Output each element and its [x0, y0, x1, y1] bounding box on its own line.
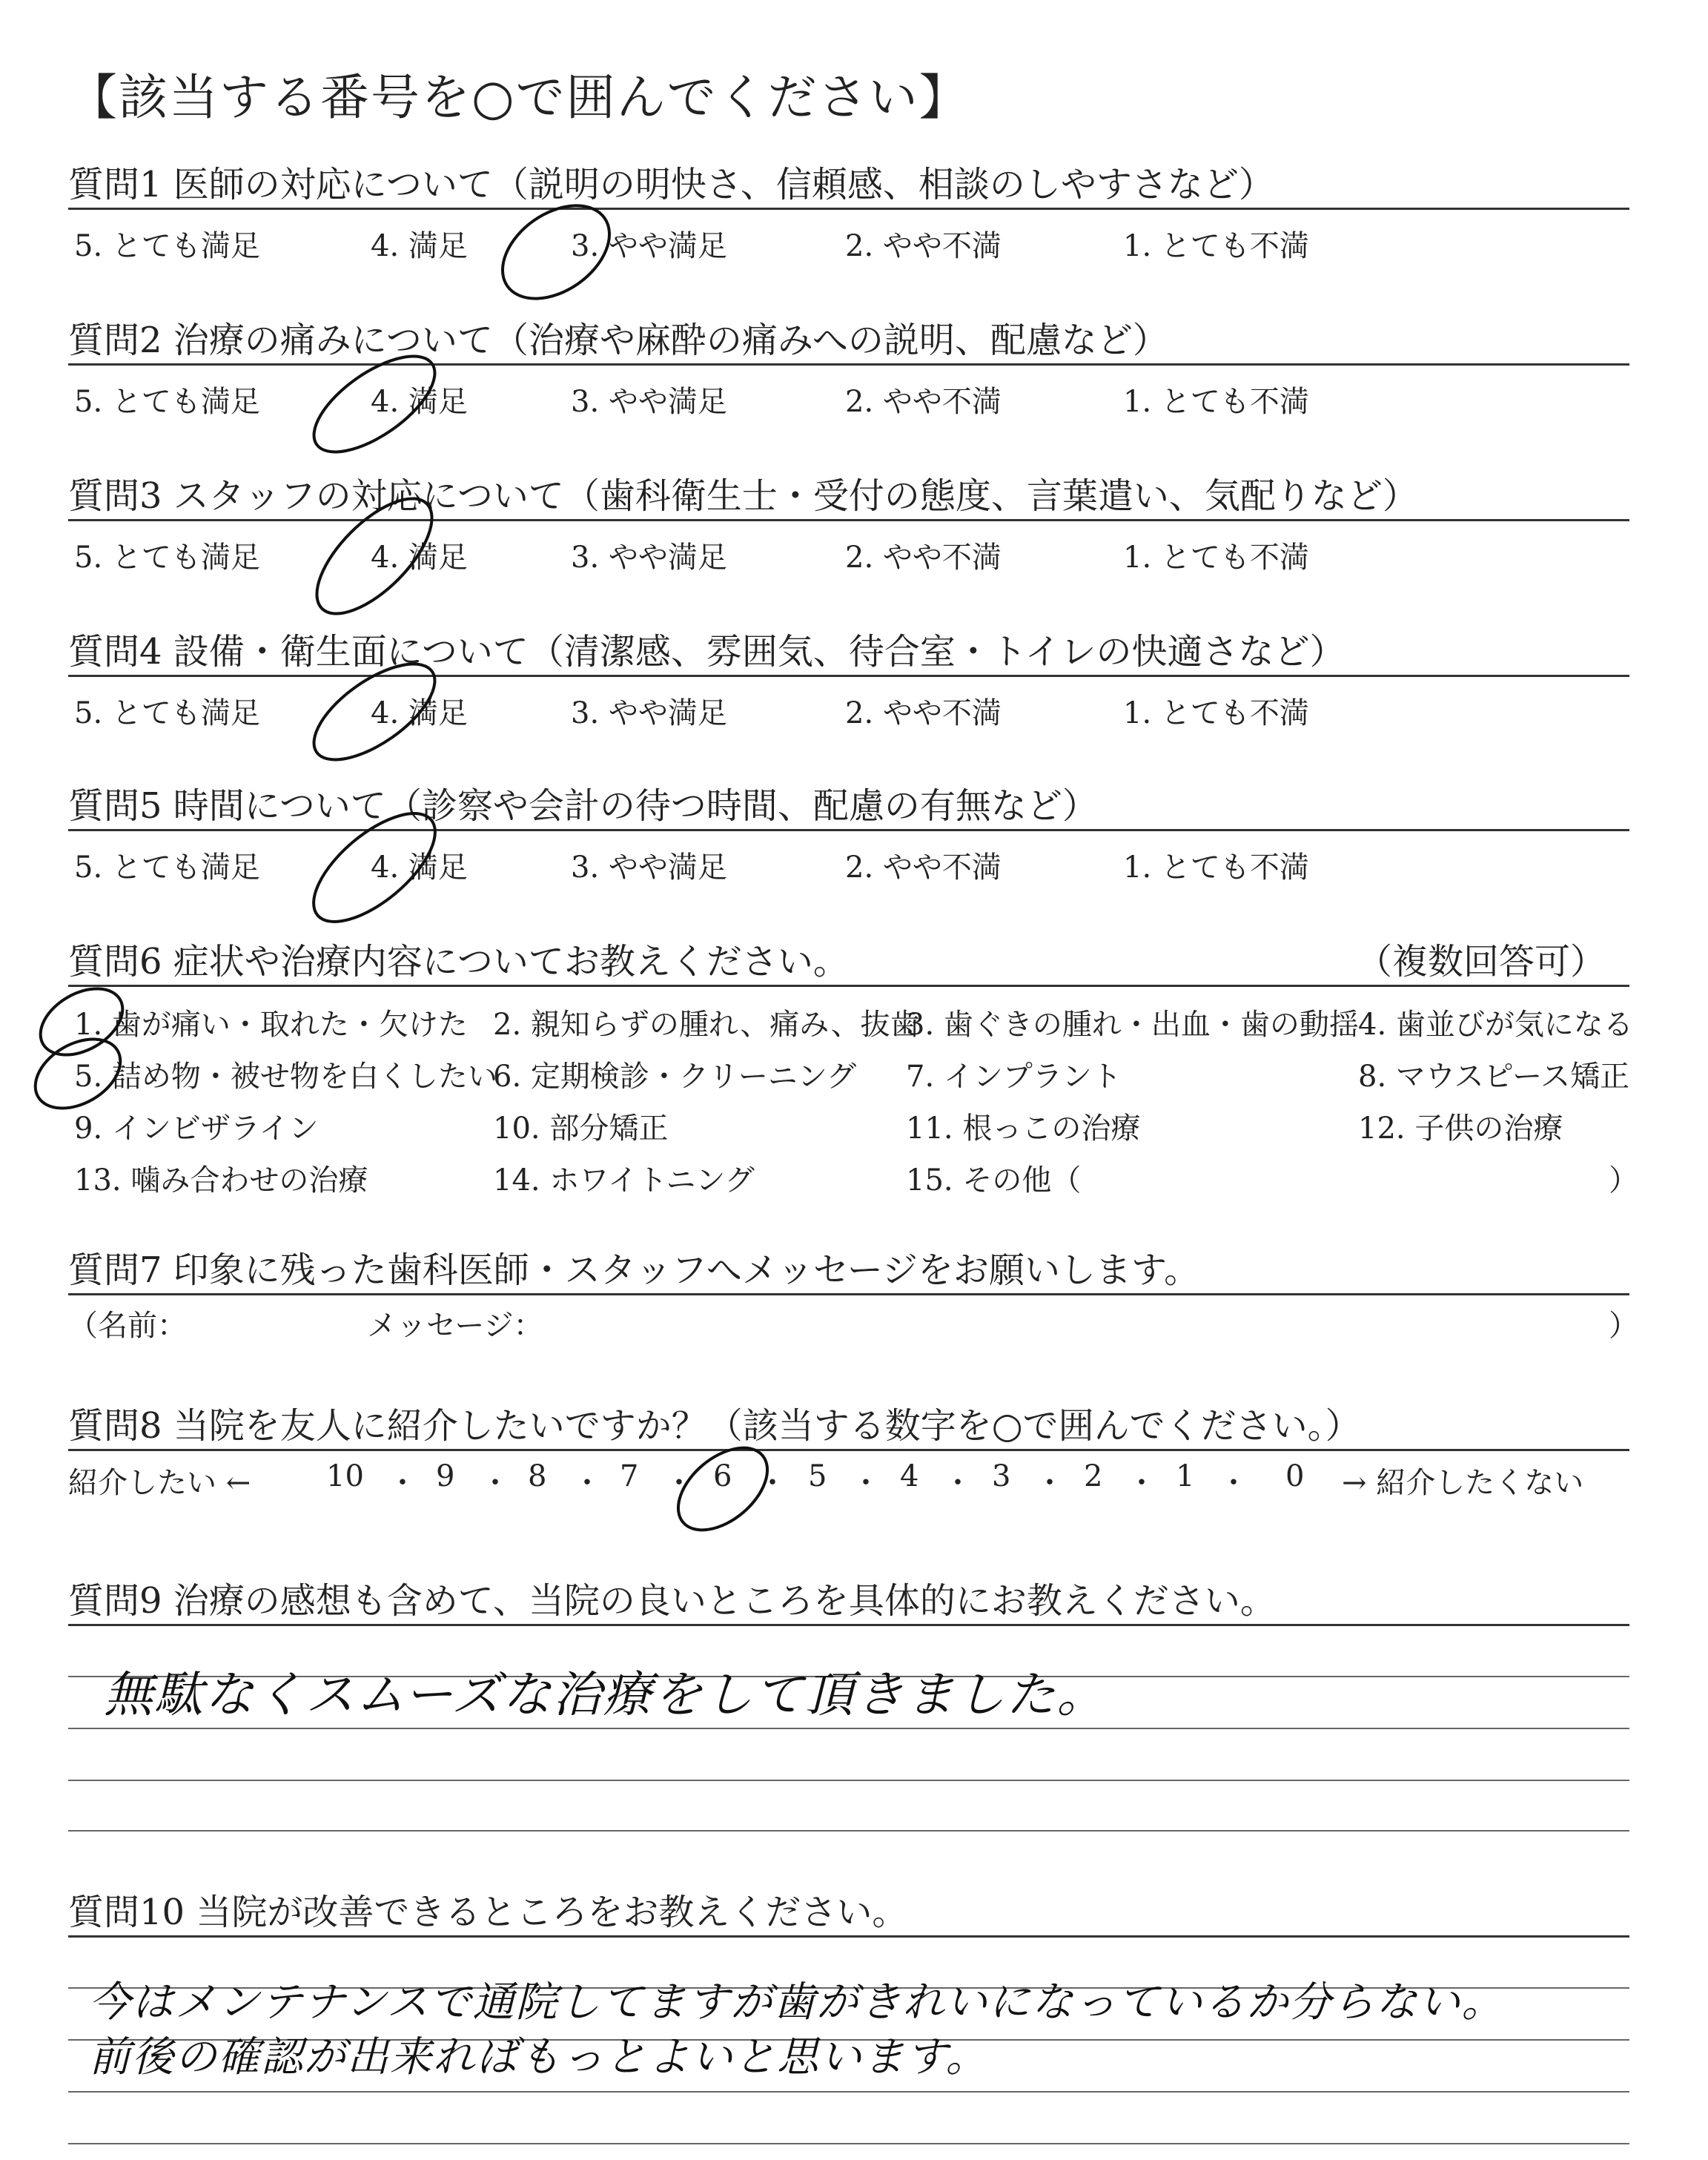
q8-left-label: 紹介したい ←	[68, 1466, 251, 1500]
q3-option-5[interactable]: 5. とても満足	[74, 541, 260, 575]
q6-item-5[interactable]: 5. 詰め物・被せ物を白くしたい	[74, 1060, 497, 1094]
question-3-label: 質問3 スタッフの対応について（歯科衛生士・受付の態度、言葉遣い、気配りなど）	[68, 475, 1418, 517]
q8-score-9[interactable]: 9	[436, 1459, 455, 1493]
question-1-rule	[68, 208, 1629, 210]
question-4-label: 質問4 設備・衛生面について（清潔感、雰囲気、待合室・トイレの快適さなど）	[68, 631, 1345, 673]
q3-option-4[interactable]: 4. 満足	[371, 541, 468, 575]
q2-option-4[interactable]: 4. 満足	[371, 385, 468, 419]
q4-option-4[interactable]: 4. 満足	[371, 696, 468, 730]
q8-score-6[interactable]: 6	[713, 1459, 732, 1493]
q8-score-10[interactable]: 10	[326, 1459, 364, 1493]
question-2-rule	[68, 363, 1629, 366]
question-2-label: 質問2 治療の痛みについて（治療や麻酔の痛みへの説明、配慮など）	[68, 320, 1168, 361]
question-1-label: 質問1 医師の対応について（説明の明快さ、信頼感、相談のしやすさなど）	[68, 164, 1274, 205]
q2-option-5[interactable]: 5. とても満足	[74, 385, 260, 419]
q8-score-1[interactable]: 1	[1176, 1459, 1195, 1493]
q6-item-4[interactable]: 4. 歯並びが気になる	[1358, 1008, 1633, 1042]
q3-option-1[interactable]: 1. とても不満	[1123, 541, 1309, 575]
q4-option-2[interactable]: 2. やや不満	[845, 696, 1002, 730]
q6-item-12[interactable]: 12. 子供の治療	[1358, 1112, 1563, 1146]
q6-item-7[interactable]: 7. インプラント	[906, 1060, 1122, 1094]
q8-dot: ・	[943, 1466, 973, 1500]
question-3-rule	[68, 519, 1629, 521]
q9-line-4	[68, 1780, 1629, 1781]
q1-option-3[interactable]: 3. やや満足	[571, 229, 727, 263]
question-5-rule	[68, 829, 1629, 831]
q4-option-5[interactable]: 5. とても満足	[74, 696, 260, 730]
q8-right-label: → 紹介したくない	[1342, 1466, 1584, 1500]
q5-option-3[interactable]: 3. やや満足	[571, 851, 727, 885]
q6-item-2[interactable]: 2. 親知らずの腫れ、痛み、抜歯	[493, 1008, 920, 1042]
question-7-label: 質問7 印象に残った歯科医師・スタッフへメッセージをお願いします。	[68, 1249, 1200, 1291]
q5-option-4[interactable]: 4. 満足	[371, 851, 468, 885]
q8-score-0[interactable]: 0	[1285, 1459, 1305, 1493]
q6-item-9[interactable]: 9. インビザライン	[74, 1112, 319, 1146]
q10-answer-line-2[interactable]: 前後の確認が出来ればもっとよいと思います。	[89, 2033, 989, 2081]
q6-item-14[interactable]: 14. ホワイトニング	[493, 1163, 755, 1198]
q10-line-5	[68, 2143, 1629, 2144]
q10-line-4	[68, 2091, 1629, 2093]
q1-option-4[interactable]: 4. 満足	[371, 229, 468, 263]
q8-score-7[interactable]: 7	[620, 1459, 639, 1493]
q10-answer-line-1[interactable]: 今はメンテナンスで通院してますが歯がきれいになっているか分らない。	[89, 1978, 1505, 2027]
q6-item-15[interactable]: 15. その他（	[906, 1163, 1082, 1198]
q8-score-2[interactable]: 2	[1084, 1459, 1103, 1493]
q4-option-1[interactable]: 1. とても不満	[1123, 696, 1309, 730]
q6-other-close-paren: ）	[1609, 1163, 1638, 1198]
q2-option-2[interactable]: 2. やや不満	[845, 385, 1002, 419]
q9-line-3	[68, 1728, 1629, 1729]
q6-item-10[interactable]: 10. 部分矯正	[493, 1112, 669, 1146]
q8-dot: ・	[1219, 1466, 1248, 1500]
q5-option-1[interactable]: 1. とても不満	[1123, 851, 1309, 885]
form-title: 【該当する番号を○で囲んでください】	[68, 69, 970, 126]
q5-option-5[interactable]: 5. とても満足	[74, 851, 260, 885]
q8-dot: ・	[1127, 1466, 1156, 1500]
q9-line-5	[68, 1830, 1629, 1832]
q1-option-2[interactable]: 2. やや不満	[845, 229, 1002, 263]
q8-dot: ・	[851, 1466, 881, 1500]
q3-option-3[interactable]: 3. やや満足	[571, 541, 727, 575]
q6-item-8[interactable]: 8. マウスピース矯正	[1358, 1060, 1630, 1094]
q6-item-1[interactable]: 1. 歯が痛い・取れた・欠けた	[74, 1008, 468, 1042]
q3-option-2[interactable]: 2. やや不満	[845, 541, 1002, 575]
question-5-label: 質問5 時間について（診察や会計の待つ時間、配慮の有無など）	[68, 785, 1098, 827]
q6-item-11[interactable]: 11. 根っこの治療	[906, 1112, 1141, 1146]
q9-answer-line-1[interactable]: 無駄なくスムーズな治療をして頂きました。	[104, 1666, 1108, 1723]
q6-item-3[interactable]: 3. 歯ぐきの腫れ・出血・歯の動揺	[906, 1008, 1359, 1042]
q2-option-3[interactable]: 3. やや満足	[571, 385, 727, 419]
q5-option-2[interactable]: 2. やや不満	[845, 851, 1002, 885]
q8-dot: ・	[480, 1466, 510, 1500]
q8-score-5[interactable]: 5	[808, 1459, 827, 1493]
q1-option-1[interactable]: 1. とても不満	[1123, 229, 1309, 263]
question-10-label: 質問10 当院が改善できるところをお教えください。	[68, 1892, 908, 1933]
q7-close-paren: ）	[1609, 1309, 1638, 1343]
q7-message-label[interactable]: メッセージ：	[367, 1309, 543, 1343]
q8-dot: ・	[758, 1466, 787, 1500]
question-6-rule	[68, 985, 1629, 987]
q6-item-6[interactable]: 6. 定期検診・クリーニング	[493, 1060, 857, 1094]
question-8-label: 質問8 当院を友人に紹介したいですか？（該当する数字を○で囲んでください。）	[68, 1405, 1361, 1447]
q8-dot: ・	[388, 1466, 417, 1500]
q8-dot: ・	[664, 1466, 694, 1500]
question-8-rule	[68, 1449, 1629, 1451]
q1-option-5[interactable]: 5. とても満足	[74, 229, 260, 263]
q7-name-label[interactable]: （名前：	[68, 1309, 187, 1343]
question-9-label: 質問9 治療の感想も含めて、当院の良いところを具体的にお教えください。	[68, 1580, 1276, 1622]
q6-item-13[interactable]: 13. 噛み合わせの治療	[74, 1163, 368, 1198]
question-4-rule	[68, 675, 1629, 677]
q8-dot: ・	[1035, 1466, 1065, 1500]
question-7-rule	[68, 1293, 1629, 1295]
question-6-label: 質問6 症状や治療内容についてお教えください。	[68, 941, 849, 982]
q8-dot: ・	[572, 1466, 602, 1500]
q8-score-4[interactable]: 4	[900, 1459, 919, 1493]
q8-score-8[interactable]: 8	[528, 1459, 547, 1493]
q8-score-3[interactable]: 3	[992, 1459, 1011, 1493]
q10-line-1	[68, 1935, 1629, 1938]
q2-option-1[interactable]: 1. とても不満	[1123, 385, 1309, 419]
question-6-note: （複数回答可）	[1357, 941, 1606, 982]
q4-option-3[interactable]: 3. やや満足	[571, 696, 727, 730]
q9-line-1	[68, 1624, 1629, 1626]
